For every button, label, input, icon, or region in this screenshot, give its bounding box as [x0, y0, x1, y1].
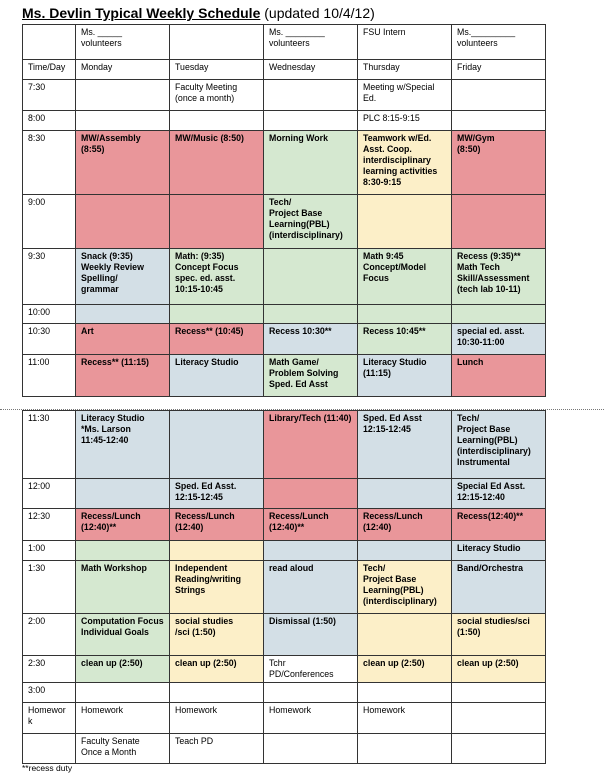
time-cell: 2:00	[23, 614, 76, 656]
schedule-cell: Tech/ Project Base Learning(PBL) (interdisciplinary)	[358, 561, 452, 614]
schedule-cell	[452, 305, 546, 324]
schedule-row	[23, 703, 546, 734]
schedule-cell	[264, 111, 358, 131]
schedule-cell: MW/Assembly (8:55)	[76, 131, 170, 195]
schedule-cell	[76, 683, 170, 703]
schedule-cell: Monday	[76, 60, 170, 80]
schedule-cell: Computation Focus Individual Goals	[76, 614, 170, 656]
page-title	[22, 5, 375, 21]
schedule-cell: Snack (9:35) Weekly Review Spelling/ grammar	[76, 249, 170, 305]
time-cell: 8:00	[23, 111, 76, 131]
schedule-row	[23, 195, 546, 249]
schedule-cell: Faculty Meeting (once a month)	[170, 80, 264, 111]
schedule-cell	[358, 195, 452, 249]
schedule-cell: clean up (2:50)	[452, 656, 546, 683]
schedule-cell: Tuesday	[170, 60, 264, 80]
schedule-cell	[264, 249, 358, 305]
schedule-cell	[170, 195, 264, 249]
schedule-table-bottom	[22, 410, 546, 764]
schedule-cell: Recess** (11:15)	[76, 355, 170, 397]
schedule-cell	[452, 683, 546, 703]
schedule-cell: Art	[76, 324, 170, 355]
schedule-cell	[358, 305, 452, 324]
schedule-cell	[76, 195, 170, 249]
schedule-cell: Recess/Lunch (12:40)**	[264, 509, 358, 541]
schedule-cell: Lunch	[452, 355, 546, 397]
schedule-cell: Math 9:45 Concept/Model Focus	[358, 249, 452, 305]
schedule-cell: Literacy Studio (11:15)	[358, 355, 452, 397]
schedule-cell: Tech/ Project Base Learning(PBL) (interdisciplinary) Instrumental	[452, 411, 546, 479]
schedule-cell: Friday	[452, 60, 546, 80]
schedule-table-top	[22, 24, 546, 397]
time-cell: 1:30	[23, 561, 76, 614]
schedule-cell: Independent Reading/writing Strings	[170, 561, 264, 614]
time-cell: 10:30	[23, 324, 76, 355]
schedule-cell: Recess/Lunch (12:40)	[358, 509, 452, 541]
schedule-cell	[264, 80, 358, 111]
schedule-cell: Teach PD	[170, 734, 264, 764]
schedule-row	[23, 411, 546, 479]
schedule-cell	[452, 703, 546, 734]
schedule-cell	[76, 111, 170, 131]
title-main: Ms. Devlin Typical Weekly Schedule	[22, 5, 261, 21]
schedule-cell: Wednesday	[264, 60, 358, 80]
time-cell: 11:00	[23, 355, 76, 397]
schedule-cell: Tchr PD/Conferences	[264, 656, 358, 683]
time-cell: 9:00	[23, 195, 76, 249]
schedule-cell	[264, 305, 358, 324]
schedule-cell: Ms. ________ volunteers	[264, 25, 358, 60]
time-cell	[23, 25, 76, 60]
schedule-cell: PLC 8:15-9:15	[358, 111, 452, 131]
time-cell: 3:00	[23, 683, 76, 703]
schedule-cell: Recess(12:40)**	[452, 509, 546, 541]
schedule-cell: Literacy Studio	[170, 355, 264, 397]
time-cell: 10:00	[23, 305, 76, 324]
schedule-cell	[452, 195, 546, 249]
schedule-cell: Ms. _____ volunteers	[76, 25, 170, 60]
schedule-cell: Recess/Lunch (12:40)	[170, 509, 264, 541]
schedule-row	[23, 479, 546, 509]
schedule-cell: Literacy Studio	[452, 541, 546, 561]
schedule-row	[23, 249, 546, 305]
schedule-cell	[76, 479, 170, 509]
time-cell: Time/Day	[23, 60, 76, 80]
schedule-cell	[264, 541, 358, 561]
schedule-cell: Dismissal (1:50)	[264, 614, 358, 656]
time-cell: 8:30	[23, 131, 76, 195]
schedule-cell: Thursday	[358, 60, 452, 80]
schedule-cell: Recess 10:30**	[264, 324, 358, 355]
schedule-cell: Tech/ Project Base Learning(PBL) (interdisciplinary)	[264, 195, 358, 249]
schedule-cell	[76, 305, 170, 324]
schedule-row	[23, 683, 546, 703]
schedule-cell: social studies/sci (1:50)	[452, 614, 546, 656]
schedule-cell: Recess** (10:45)	[170, 324, 264, 355]
schedule-row	[23, 509, 546, 541]
schedule-cell: Ms._________ volunteers	[452, 25, 546, 60]
time-cell: 12:30	[23, 509, 76, 541]
schedule-cell	[170, 25, 264, 60]
schedule-row	[23, 561, 546, 614]
schedule-cell: Recess 10:45**	[358, 324, 452, 355]
schedule-cell	[170, 111, 264, 131]
schedule-row	[23, 25, 546, 60]
schedule-cell	[170, 411, 264, 479]
schedule-row	[23, 60, 546, 80]
schedule-cell: social studies /sci (1:50)	[170, 614, 264, 656]
schedule-cell: Band/Orchestra	[452, 561, 546, 614]
schedule-cell: Sped. Ed Asst 12:15-12:45	[358, 411, 452, 479]
schedule-cell	[358, 683, 452, 703]
schedule-row	[23, 355, 546, 397]
time-cell: 2:30	[23, 656, 76, 683]
schedule-cell: clean up (2:50)	[170, 656, 264, 683]
schedule-cell: Morning Work	[264, 131, 358, 195]
schedule-cell	[264, 734, 358, 764]
schedule-cell: Homework	[76, 703, 170, 734]
schedule-cell: Special Ed Asst. 12:15-12:40	[452, 479, 546, 509]
schedule-cell	[452, 111, 546, 131]
time-cell: 7:30	[23, 80, 76, 111]
schedule-cell: Recess (9:35)** Math Tech Skill/Assessment (tech lab 10-11)	[452, 249, 546, 305]
schedule-cell	[76, 80, 170, 111]
schedule-cell: MW/Gym (8:50)	[452, 131, 546, 195]
schedule-cell: read aloud	[264, 561, 358, 614]
schedule-cell: special ed. asst. 10:30-11:00	[452, 324, 546, 355]
footnote: **recess duty	[22, 763, 73, 773]
schedule-cell	[170, 683, 264, 703]
schedule-cell: MW/Music (8:50)	[170, 131, 264, 195]
schedule-cell: Homework	[264, 703, 358, 734]
schedule-row	[23, 614, 546, 656]
schedule-cell: Homework	[358, 703, 452, 734]
schedule-row	[23, 541, 546, 561]
title-updated: (updated 10/4/12)	[260, 5, 375, 21]
schedule-cell	[170, 541, 264, 561]
time-cell: Homewor k	[23, 703, 76, 734]
schedule-cell: Math: (9:35) Concept Focus spec. ed. asst. 10:15-10:45	[170, 249, 264, 305]
schedule-cell: Homework	[170, 703, 264, 734]
schedule-cell	[452, 80, 546, 111]
schedule-cell: Recess/Lunch (12:40)**	[76, 509, 170, 541]
schedule-row	[23, 80, 546, 111]
schedule-cell	[358, 614, 452, 656]
schedule-cell: clean up (2:50)	[358, 656, 452, 683]
time-cell: 9:30	[23, 249, 76, 305]
schedule-row	[23, 734, 546, 764]
schedule-row	[23, 131, 546, 195]
schedule-cell: FSU Intern	[358, 25, 452, 60]
time-cell: 1:00	[23, 541, 76, 561]
schedule-cell	[264, 479, 358, 509]
time-cell: 12:00	[23, 479, 76, 509]
schedule-cell	[76, 541, 170, 561]
schedule-cell: Literacy Studio *Ms. Larson 11:45-12:40	[76, 411, 170, 479]
schedule-cell: Meeting w/Special Ed.	[358, 80, 452, 111]
schedule-cell: Math Workshop	[76, 561, 170, 614]
schedule-cell	[264, 683, 358, 703]
schedule-cell: Library/Tech (11:40)	[264, 411, 358, 479]
schedule-row	[23, 324, 546, 355]
schedule-cell	[452, 734, 546, 764]
time-cell	[23, 734, 76, 764]
schedule-row	[23, 656, 546, 683]
schedule-cell: clean up (2:50)	[76, 656, 170, 683]
schedule-row	[23, 305, 546, 324]
schedule-cell	[358, 734, 452, 764]
schedule-cell: Faculty Senate Once a Month	[76, 734, 170, 764]
schedule-cell: Sped. Ed Asst. 12:15-12:45	[170, 479, 264, 509]
schedule-cell	[170, 305, 264, 324]
schedule-cell: Math Game/ Problem Solving Sped. Ed Asst	[264, 355, 358, 397]
schedule-cell	[358, 479, 452, 509]
schedule-cell: Teamwork w/Ed. Asst. Coop. interdisciplinary learning activities 8:30-9:15	[358, 131, 452, 195]
schedule-row	[23, 111, 546, 131]
time-cell: 11:30	[23, 411, 76, 479]
schedule-cell	[358, 541, 452, 561]
